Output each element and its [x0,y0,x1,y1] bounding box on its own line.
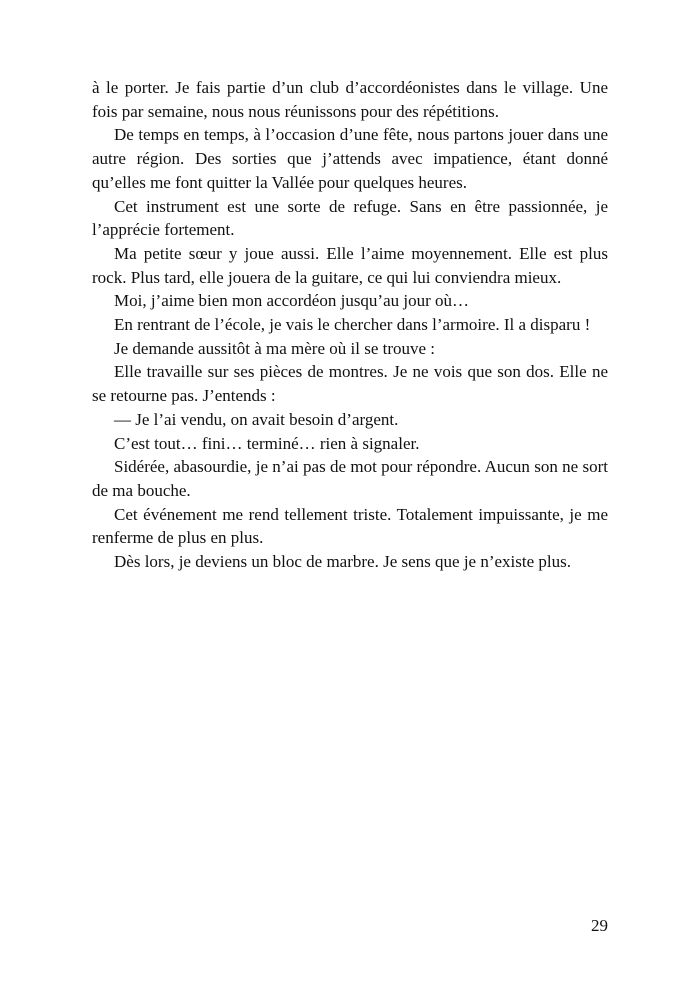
paragraph: Elle travaille sur ses pièces de montres. Je ne vois que son dos. Elle ne se retourne pas. J’entends : [92,362,608,406]
paragraph: En rentrant de l’école, je vais le chercher dans l’armoire. Il a disparu ! [114,315,591,335]
paragraph: Ma petite sœur y joue aussi. Elle l’aime moyennement. Elle est plus rock. Plus tard, elle jouera de la guitare, ce qui lui conviendra mieux. [92,243,608,287]
paragraph: Dès lors, je deviens un bloc de marbre. Je sens que je n’existe plus. [114,552,571,572]
paragraph: Je demande aussitôt à ma mère où il se trouve : [114,338,436,358]
paragraph: De temps en temps, à l’occasion d’une fête, nous partons jouer dans une autre région. Des sorties que j’attends avec impatience, étant donné qu’elles me font quitter la Vallée pour quelques heures. [92,125,608,192]
paragraph: Cet événement me rend tellement triste. Totalement impuissante, je me renferme de plus en plus. [92,504,608,548]
page-number: 29 [591,916,608,935]
page-body [92,76,608,574]
paragraph: C’est tout… fini… terminé… rien à signaler. [114,433,420,453]
paragraph: Sidérée, abasourdie, je n’ai pas de mot pour répondre. Aucun son ne sort de ma bouche. [92,457,608,500]
paragraph: Cet instrument est une sorte de refuge. Sans en être passionnée, je l’apprécie fortement. [92,196,608,240]
dialogue-line: — Je l’ai vendu, on avait besoin d’argent. [114,409,399,429]
paragraph: Moi, j’aime bien mon accordéon jusqu’au jour où… [114,291,470,311]
paragraph: à le porter. Je fais partie d’un club d’accordéonistes dans le village. Une fois par semaine, nous nous réunissons pour des répétitions. [92,78,608,121]
